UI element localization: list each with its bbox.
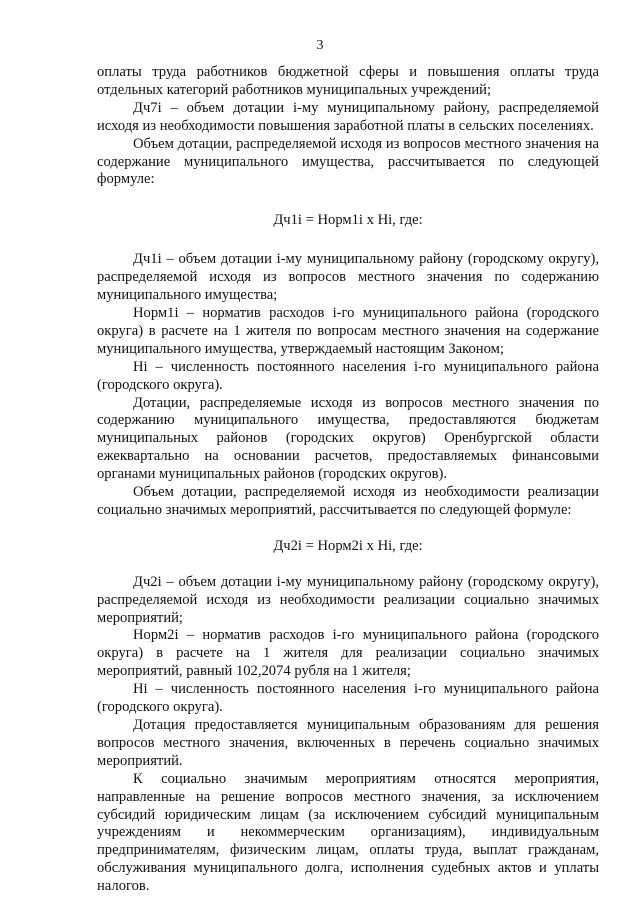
paragraph: Норм1i – норматив расходов i-го муниципального района (городского округа) в расчете на 1 жителя по вопросам местного значения на содержание муниципального имущества, утверждаемый настоящим Законом;: [97, 304, 599, 357]
paragraph: Дч1i – объем дотации i-му муниципальному району (городскому округу), распределяемой исходя из вопросов местного значения по содержанию муниципального имущества;: [97, 251, 599, 304]
paragraph: Объем дотации, распределяемой исходя из необходимости реализации социально значимых мероприятий, рассчитывается по следующей формуле:: [97, 484, 599, 518]
paragraph: Нi – численность постоянного населения i-го муниципального района (городского округа).: [97, 358, 599, 393]
document-body: [97, 64, 599, 896]
paragraph: оплаты труда работников бюджетной сферы и повышения оплаты труда отдельных категорий работников муниципальных учреждений;: [97, 64, 599, 98]
paragraph: Дч7i – объем дотации i-му муниципальному району, распределяемой исходя из необходимости повышения заработной платы в сельских поселениях.: [97, 99, 599, 134]
paragraph: Объем дотации, распределяемой исходя из вопросов местного значения на содержание муниципального имущества, рассчитывается по следующей формуле:: [97, 135, 599, 188]
paragraph: Нi – численность постоянного населения i-го муниципального района (городского округа).: [97, 681, 599, 716]
page-number: 3: [316, 38, 324, 53]
formula-dch1: Дч1i = Норм1i x Нi, где:: [273, 212, 423, 229]
formula-dch2: Дч2i = Норм2i x Нi, где:: [273, 537, 423, 554]
paragraph: Дч2i – объем дотации i-му муниципальному району (городскому округу), распределяемой исходя из необходимости реализации социально значимых мероприятий;: [97, 573, 599, 626]
paragraph: Норм2i – норматив расходов i-го муниципального района (городского округа) в расчете на 1 жителя для реализации социально значимых мероприятий, равный 102,2074 рубля на 1 жителя;: [97, 627, 599, 680]
paragraph: Дотация предоставляется муниципальным образованиям для решения вопросов местного значения, включенных в перечень социально значимых мероприятий.: [97, 717, 599, 769]
paragraph: Дотации, распределяемые исходя из вопросов местного значения по содержанию муниципального имущества, предоставляются бюджетам муниципальных районов (городских округов) Оренбургской области ежеквартально на основании расчетов, предоставляемых финансовыми органами муниципальных районов (городских округов).: [97, 394, 599, 483]
paragraph: К социально значимым мероприятиям относятся мероприятия, направленные на решение вопросов местного значения, за исключением субсидий юридическим лицам (за исключением субсидий муниципальным учреждениям и некоммерческим организациям), индивидуальным предпринимателям, физическим лицам, оплаты труда, выплат гражданам, обслуживания муниципального долга, исполнения судебных актов и уплаты налогов.: [97, 770, 599, 895]
